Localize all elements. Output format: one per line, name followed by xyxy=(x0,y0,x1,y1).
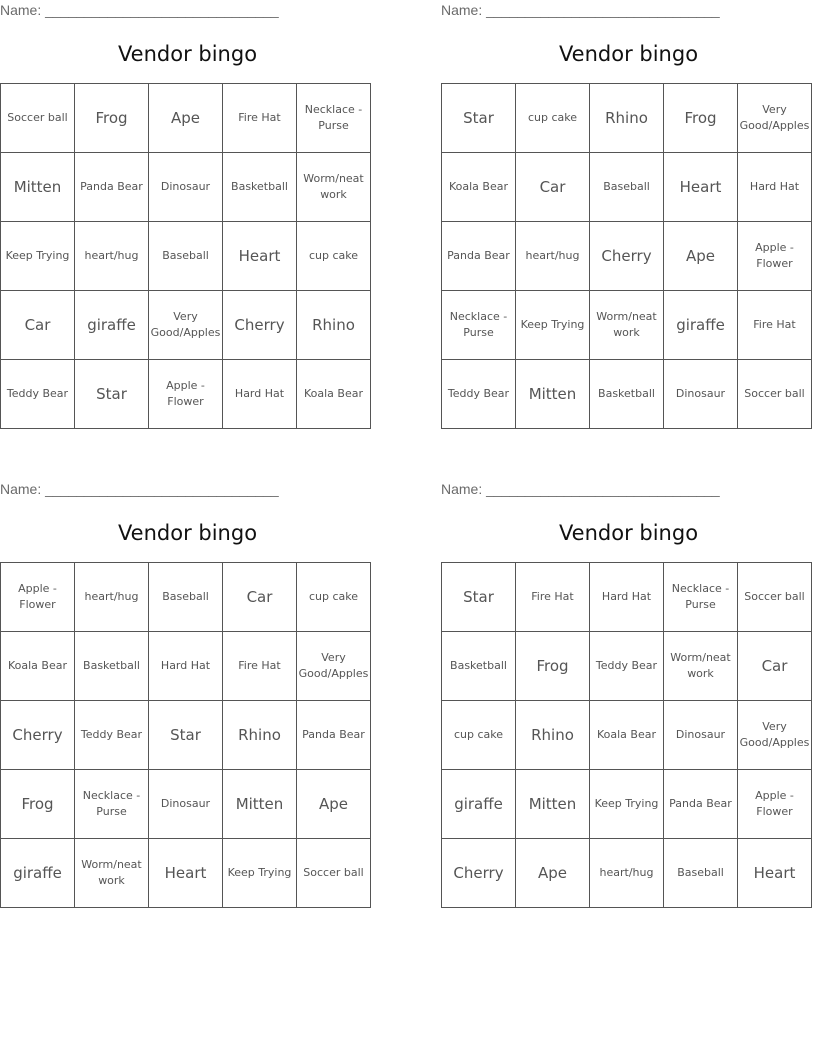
bingo-cell: giraffe xyxy=(75,291,149,360)
bingo-cell: Cherry xyxy=(223,291,297,360)
bingo-cell: Worm/neat work xyxy=(297,153,371,222)
bingo-cell: Keep Trying xyxy=(223,839,297,908)
bingo-cell: Keep Trying xyxy=(516,291,590,360)
bingo-cell: heart/hug xyxy=(516,222,590,291)
bingo-cell: Basketball xyxy=(75,632,149,701)
bingo-cell: heart/hug xyxy=(590,839,664,908)
bingo-cell: Koala Bear xyxy=(442,153,516,222)
bingo-cell: Soccer ball xyxy=(1,84,75,153)
bingo-cell: Heart xyxy=(738,839,812,908)
bingo-cell: giraffe xyxy=(442,770,516,839)
card-title: Vendor bingo xyxy=(117,42,258,66)
bingo-cell: Star xyxy=(75,360,149,429)
bingo-cell: Necklace - Purse xyxy=(297,84,371,153)
bingo-cell: Dinosaur xyxy=(664,701,738,770)
bingo-cell: Heart xyxy=(664,153,738,222)
bingo-cell: Cherry xyxy=(590,222,664,291)
bingo-cell: heart/hug xyxy=(75,563,149,632)
bingo-cell: Car xyxy=(516,153,590,222)
bingo-cell: Baseball xyxy=(664,839,738,908)
bingo-cell: Cherry xyxy=(1,701,75,770)
bingo-cell: Very Good/Apples xyxy=(738,701,812,770)
bingo-cell: heart/hug xyxy=(75,222,149,291)
bingo-grid xyxy=(441,562,812,908)
bingo-cell: Koala Bear xyxy=(1,632,75,701)
bingo-cell: Car xyxy=(223,563,297,632)
card-title: Vendor bingo xyxy=(558,42,699,66)
bingo-cell: Necklace - Purse xyxy=(664,563,738,632)
bingo-cell: Car xyxy=(738,632,812,701)
bingo-cell: Mitten xyxy=(516,770,590,839)
bingo-cell: Teddy Bear xyxy=(442,360,516,429)
bingo-card-1 xyxy=(0,0,375,440)
bingo-cell: Dinosaur xyxy=(149,770,223,839)
bingo-cell: Mitten xyxy=(516,360,590,429)
bingo-cell: Basketball xyxy=(590,360,664,429)
bingo-cell: Teddy Bear xyxy=(590,632,664,701)
bingo-cell: Mitten xyxy=(1,153,75,222)
bingo-card-4 xyxy=(441,479,816,919)
bingo-cell: Rhino xyxy=(516,701,590,770)
bingo-cell: cup cake xyxy=(297,222,371,291)
bingo-cell: Ape xyxy=(297,770,371,839)
bingo-cell: Soccer ball xyxy=(738,360,812,429)
name-field: Name: ______________________________ xyxy=(0,2,279,18)
bingo-cell: Baseball xyxy=(149,563,223,632)
bingo-cell: giraffe xyxy=(1,839,75,908)
bingo-cell: giraffe xyxy=(664,291,738,360)
bingo-cell: Necklace - Purse xyxy=(442,291,516,360)
name-field: Name: ______________________________ xyxy=(0,481,279,497)
bingo-cell: Fire Hat xyxy=(516,563,590,632)
bingo-cell: Keep Trying xyxy=(590,770,664,839)
bingo-cell: Worm/neat work xyxy=(75,839,149,908)
bingo-cell: Panda Bear xyxy=(442,222,516,291)
name-field: Name: ______________________________ xyxy=(441,481,720,497)
bingo-cell: Fire Hat xyxy=(223,632,297,701)
bingo-cell: Hard Hat xyxy=(590,563,664,632)
bingo-cell: Very Good/Apples xyxy=(738,84,812,153)
bingo-grid xyxy=(441,83,812,429)
bingo-cell: Teddy Bear xyxy=(1,360,75,429)
bingo-cell: Very Good/Apples xyxy=(297,632,371,701)
bingo-cell: Apple - Flower xyxy=(1,563,75,632)
bingo-cell: Hard Hat xyxy=(149,632,223,701)
bingo-cell: Mitten xyxy=(223,770,297,839)
bingo-cell: Teddy Bear xyxy=(75,701,149,770)
bingo-cell: Koala Bear xyxy=(590,701,664,770)
bingo-cell: Very Good/Apples xyxy=(149,291,223,360)
card-title: Vendor bingo xyxy=(558,521,699,545)
bingo-cell: Rhino xyxy=(297,291,371,360)
bingo-cell: Dinosaur xyxy=(664,360,738,429)
bingo-grid xyxy=(0,562,371,908)
bingo-cell: Panda Bear xyxy=(297,701,371,770)
bingo-cell: Frog xyxy=(1,770,75,839)
bingo-cell: Keep Trying xyxy=(1,222,75,291)
bingo-cell: Fire Hat xyxy=(738,291,812,360)
bingo-cell: Frog xyxy=(664,84,738,153)
bingo-cell: Star xyxy=(442,563,516,632)
bingo-cell: cup cake xyxy=(297,563,371,632)
bingo-cell: Ape xyxy=(516,839,590,908)
card-title: Vendor bingo xyxy=(117,521,258,545)
bingo-cell: Basketball xyxy=(223,153,297,222)
bingo-card-2 xyxy=(441,0,816,440)
bingo-cell: Star xyxy=(149,701,223,770)
bingo-cell: Dinosaur xyxy=(149,153,223,222)
bingo-cell: Heart xyxy=(149,839,223,908)
bingo-cell: Ape xyxy=(149,84,223,153)
bingo-cell: Basketball xyxy=(442,632,516,701)
bingo-cell: cup cake xyxy=(516,84,590,153)
bingo-cell: Necklace - Purse xyxy=(75,770,149,839)
bingo-cell: Panda Bear xyxy=(75,153,149,222)
bingo-cell: Star xyxy=(442,84,516,153)
bingo-card-3 xyxy=(0,479,375,919)
bingo-cell: Rhino xyxy=(223,701,297,770)
bingo-cell: Koala Bear xyxy=(297,360,371,429)
bingo-cell: Hard Hat xyxy=(223,360,297,429)
bingo-cell: Cherry xyxy=(442,839,516,908)
bingo-cell: Frog xyxy=(75,84,149,153)
bingo-cell: Soccer ball xyxy=(738,563,812,632)
bingo-cell: Ape xyxy=(664,222,738,291)
name-field: Name: ______________________________ xyxy=(441,2,720,18)
bingo-cell: Worm/neat work xyxy=(664,632,738,701)
bingo-grid xyxy=(0,83,371,429)
bingo-cell: Rhino xyxy=(590,84,664,153)
bingo-cell: Car xyxy=(1,291,75,360)
bingo-cell: Frog xyxy=(516,632,590,701)
bingo-cell: Apple - Flower xyxy=(738,770,812,839)
bingo-cell: Apple - Flower xyxy=(149,360,223,429)
bingo-cell: Baseball xyxy=(149,222,223,291)
bingo-cell: Hard Hat xyxy=(738,153,812,222)
bingo-cell: Worm/neat work xyxy=(590,291,664,360)
bingo-cell: Panda Bear xyxy=(664,770,738,839)
bingo-cell: Baseball xyxy=(590,153,664,222)
bingo-cell: Heart xyxy=(223,222,297,291)
bingo-cell: Apple - Flower xyxy=(738,222,812,291)
bingo-cell: cup cake xyxy=(442,701,516,770)
bingo-cell: Fire Hat xyxy=(223,84,297,153)
bingo-cell: Soccer ball xyxy=(297,839,371,908)
